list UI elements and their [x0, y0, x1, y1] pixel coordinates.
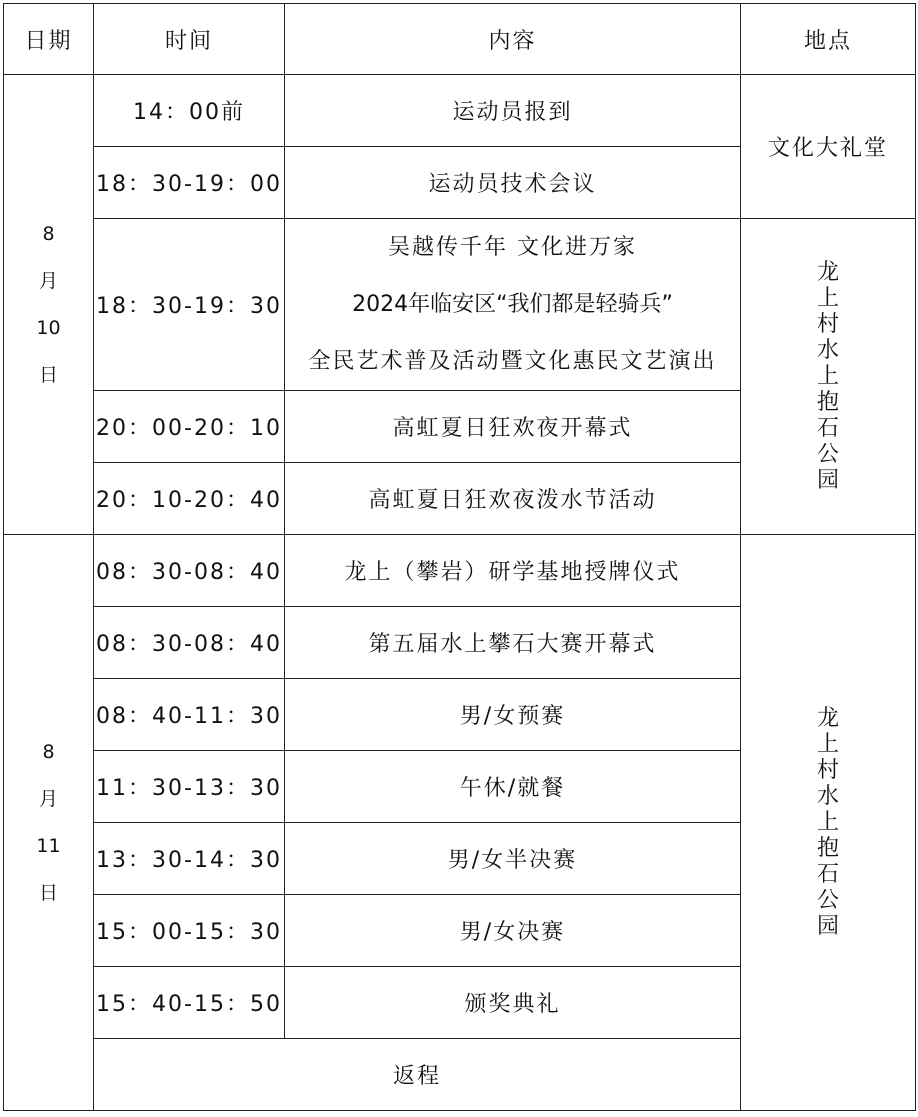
venue-text-vertical: 龙上村水上抱石公园: [816, 705, 839, 939]
time-cell: 18：30-19：30: [94, 219, 285, 391]
content-cell: 龙上（攀岩）研学基地授牌仪式: [285, 535, 741, 607]
venue-cell-park-day2: [741, 535, 916, 1111]
content-cell: 第五届水上攀石大赛开幕式: [285, 607, 741, 679]
time-cell: 08：30-08：40: [94, 607, 285, 679]
content-line: 2024年临安区“我们都是轻骑兵”: [352, 292, 673, 317]
venue-cell-hall: 文化大礼堂: [741, 75, 916, 219]
date-line: 10: [36, 316, 61, 339]
schedule-table: [3, 3, 916, 1111]
table-row: [4, 75, 916, 147]
time-cell: 11：30-13：30: [94, 751, 285, 823]
date-line: 8: [42, 740, 55, 763]
time-cell: 08：40-11：30: [94, 679, 285, 751]
venue-text-vertical: 龙上村水上抱石公园: [816, 259, 839, 493]
content-cell: 运动员技术会议: [285, 147, 741, 219]
date-line: 月: [38, 269, 58, 292]
date-line: 月: [38, 787, 58, 810]
content-line: 吴越传千年 文化进万家: [388, 235, 637, 260]
header-date: 日期: [4, 4, 94, 75]
content-cell: 男/女决赛: [285, 895, 741, 967]
content-cell: 男/女预赛: [285, 679, 741, 751]
date-line: 日: [38, 363, 58, 386]
venue-cell-park: [741, 219, 916, 535]
time-cell: 08：30-08：40: [94, 535, 285, 607]
header-row: [4, 4, 916, 75]
date-cell-day2: [4, 535, 94, 1111]
time-cell: 20：00-20：10: [94, 391, 285, 463]
time-cell: 13：30-14：30: [94, 823, 285, 895]
content-cell: 高虹夏日狂欢夜泼水节活动: [285, 463, 741, 535]
time-cell: 20：10-20：40: [94, 463, 285, 535]
content-cell: 运动员报到: [285, 75, 741, 147]
time-cell: 15：00-15：30: [94, 895, 285, 967]
date-line: 日: [38, 881, 58, 904]
date-cell-day1: [4, 75, 94, 535]
content-cell-multiline: [285, 219, 741, 391]
content-line: 全民艺术普及活动暨文化惠民文艺演出: [308, 349, 717, 374]
table-row: [4, 535, 916, 607]
date-line: 11: [36, 834, 61, 857]
header-content: 内容: [285, 4, 741, 75]
content-cell: 颁奖典礼: [285, 967, 741, 1039]
header-time: 时间: [94, 4, 285, 75]
content-cell: 高虹夏日狂欢夜开幕式: [285, 391, 741, 463]
time-cell: 15：40-15：50: [94, 967, 285, 1039]
content-cell: 男/女半决赛: [285, 823, 741, 895]
time-cell: 14：00前: [94, 75, 285, 147]
table-row: [4, 219, 916, 391]
content-cell: 午休/就餐: [285, 751, 741, 823]
header-venue: 地点: [741, 4, 916, 75]
time-cell: 18：30-19：00: [94, 147, 285, 219]
date-line: 8: [42, 222, 55, 245]
return-cell: 返程: [94, 1039, 741, 1111]
